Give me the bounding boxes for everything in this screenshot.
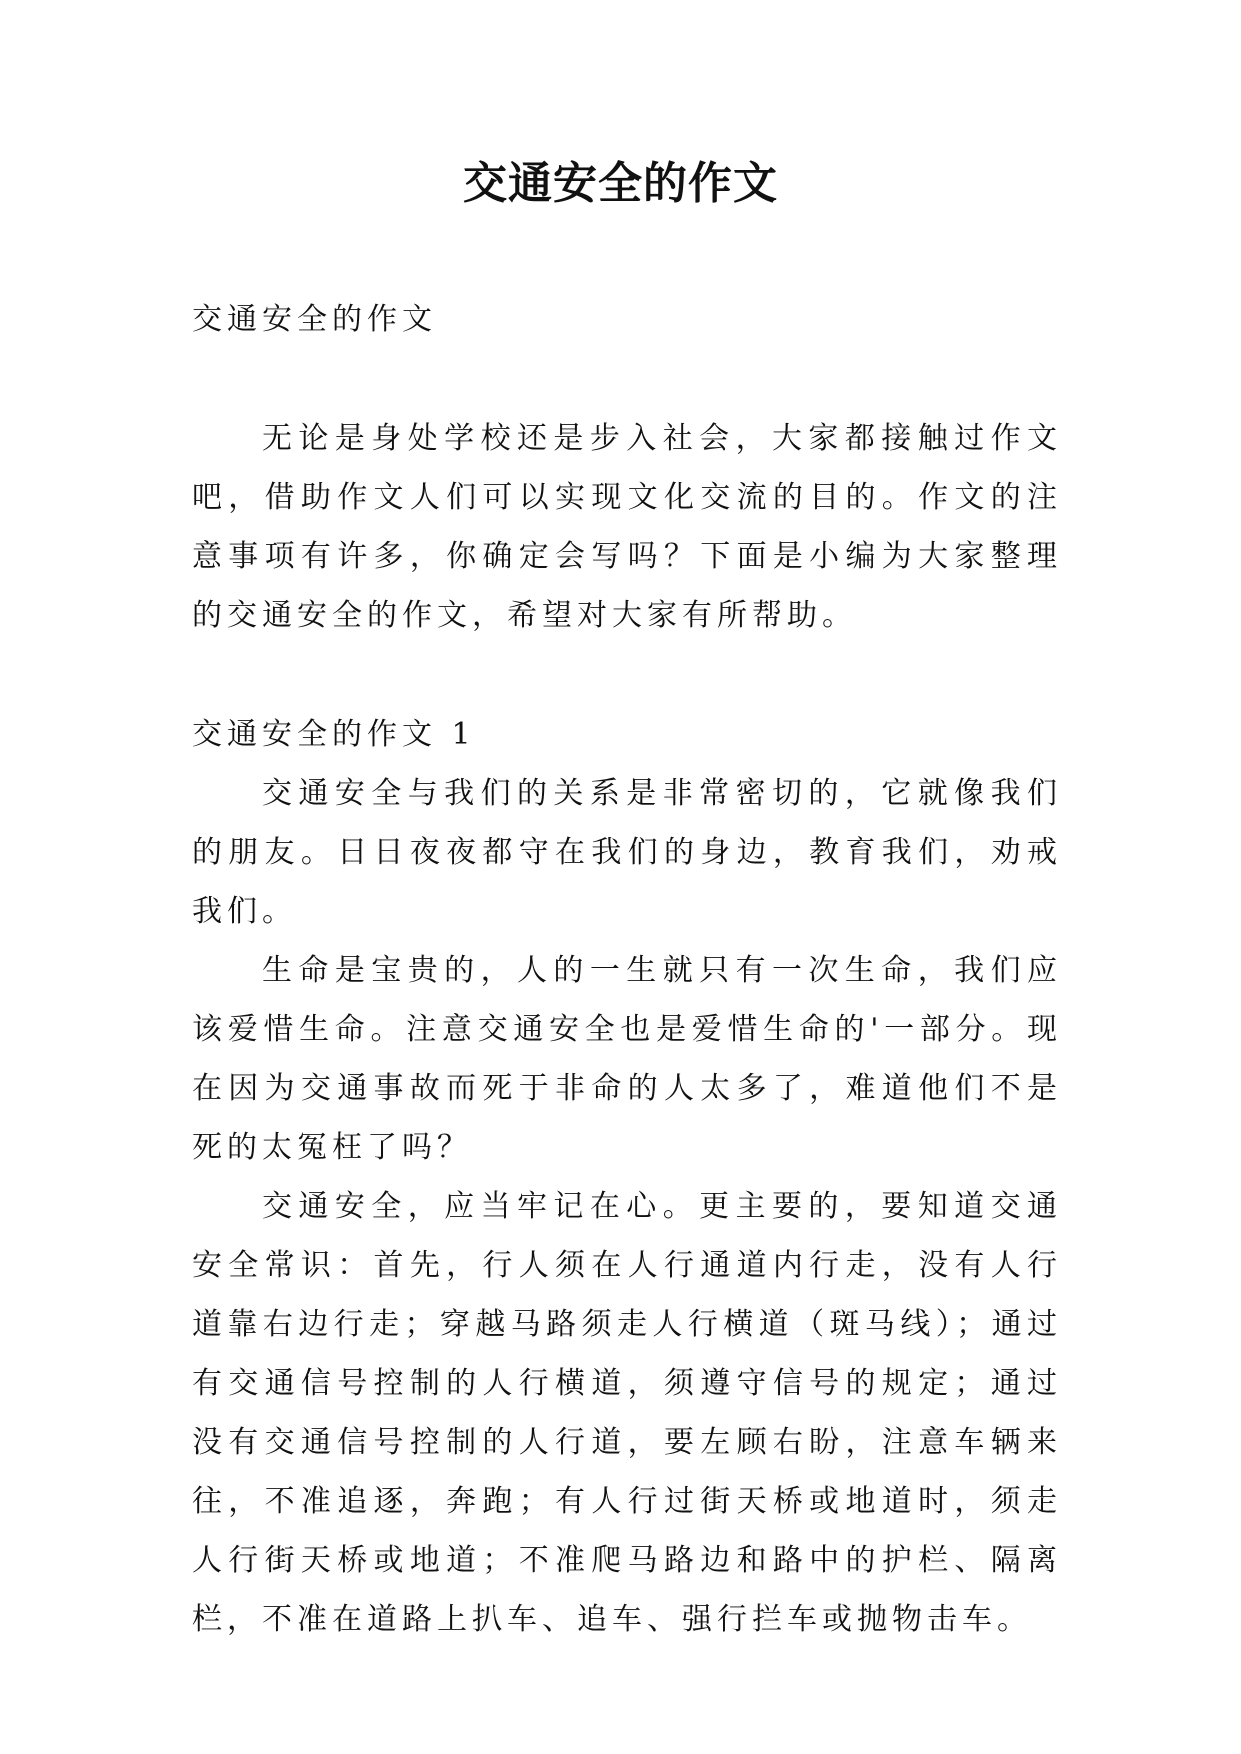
- document-subtitle: 交通安全的作文: [192, 302, 437, 337]
- body-paragraph-3: 交通安全，应当牢记在心。更主要的，要知道交通安全常识：首先，行人须在人行通道内行走，没有人行道靠右边行走；穿越马路须走人行横道（斑马线）；通过有交通信号控制的人行横道，须遵守信号的规定；通过没有交通信号控制的人行道，要左顾右盼，注意车辆来往，不准追逐，奔跑；有人行过街天桥或地道时，须走人行街天桥或地道；不准爬马路边和路中的护栏、隔离栏，不准在道路上扒车、追车、强行拦车或抛物击车。: [192, 1189, 1062, 1637]
- body-paragraph-1: 交通安全与我们的关系是非常密切的，它就像我们的朋友。日日夜夜都守在我们的身边，教育我们，劝戒我们。: [192, 776, 1062, 929]
- section-heading: 交通安全的作文 1: [192, 717, 476, 752]
- document-title: 交通安全的作文: [463, 158, 778, 209]
- body-paragraph-2: 生命是宝贵的，人的一生就只有一次生命，我们应该爱惜生命。注意交通安全也是爱惜生命的'一部分。现在因为交通事故而死于非命的人太多了，难道他们不是死的太冤枉了吗？: [192, 953, 1062, 1165]
- intro-paragraph: 无论是身处学校还是步入社会，大家都接触过作文吧，借助作文人们可以实现文化交流的目的。作文的注意事项有许多，你确定会写吗？下面是小编为大家整理的交通安全的作文，希望对大家有所帮助。: [192, 421, 1062, 633]
- document-body: [192, 290, 1062, 1649]
